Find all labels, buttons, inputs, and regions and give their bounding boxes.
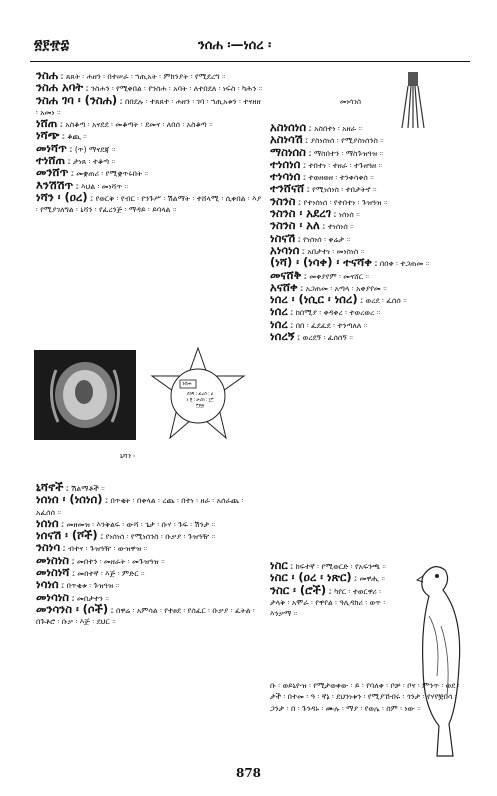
entry-definition: ፤ እህል ፡ መነሻጥ ።	[73, 181, 129, 191]
dictionary-entry	[36, 92, 264, 119]
entry-definition: ፤ መቋጠሪ ፡ የሚቋጥሩበት ።	[68, 169, 149, 179]
entry-definition: ፤ አጋጠመ ፡ አጣላ ፡ አቀያየመ ።	[297, 283, 387, 293]
entry-headword: መነስነሻ	[36, 565, 70, 580]
entry-definition: ፤ የነሰነሰ ፡ የሚነሰንስ ፡ ቡቃያ ፡ ጉዝጓዥ ።	[97, 532, 216, 542]
entry-definition: ፤ አበታተነ ፡ መነስነስ ።	[299, 246, 365, 256]
entry-headword: (ነሻ) ፡ (ነሳቀ) ፡ ተናሻቀ	[270, 255, 372, 270]
coin-caption: ኒሻን ፡	[120, 452, 135, 460]
entry-definition: ፤ በጥቂት ፡ በቀላል ፡ ረጨ ፡ በተነ ፡ ዘራ ፡ አሰራጨ ፡ አፈሰሰ ።	[36, 496, 244, 517]
entry-definition: ፤ በበደሉ ፡ ተጸጸተ ፡ ሐዘን ፡ ገባ ፡ ኀጢአቱን ፡ ተናዘዘ ፡ አመነ ።	[36, 96, 261, 117]
dictionary-entry	[36, 552, 264, 567]
dictionary-entry	[270, 230, 470, 245]
coin-medal-icon	[34, 350, 136, 440]
entry-headword: ንስነሳ	[36, 540, 61, 555]
entry-definition: ፤ ታነጸ ፡ ተቆጣ ።	[65, 157, 116, 167]
dictionary-entry	[36, 130, 264, 142]
eagle-drawing	[393, 556, 483, 764]
entry-definition: ፤ ተወዘወዘ ፡ ተንቀሳቀሰ ።	[300, 173, 374, 183]
eagle-icon	[393, 556, 483, 764]
entry-definition: ፤ መዘመዝ ፡ እንቅልፍ ፡ ውሻ ፡ ጌታ ፡ ቡሃ ፡ ጉፍ ፡ ሽንታ ።	[58, 519, 216, 529]
entry-headword: አናሸቀ	[270, 279, 298, 294]
entry-definition: ፤ ሽልማቶች ።	[63, 484, 105, 493]
entry-headword: ንስንስ ፡ አለ	[270, 218, 320, 233]
header-guide-words: ንሰሐ ፡—ነሰረ ፡	[198, 38, 272, 53]
entry-headword: ተንሸናሸ	[270, 181, 305, 196]
entry-definition: ፤ በበ ፡ ፈደፈደ ፡ ተንጣለለ ።	[287, 320, 368, 330]
entry-headword: ነሸጠ	[36, 116, 58, 131]
seal-label: ንሰሐ	[182, 381, 192, 387]
whisk-icon	[400, 72, 426, 128]
entry-definition: ፤ ብተና ፡ ጉዝጓዥ ፡ ውዝዋዝ ።	[60, 544, 148, 554]
entry-headword: ተነሳነሰ	[270, 169, 301, 184]
entry-definition: ፤ የነሰነሰ ፡ ቀሬታ ።	[295, 234, 351, 244]
entry-headword: መነስነስ	[36, 552, 70, 567]
entry-definition: ፤ በዋሬ ፡ አምሳል ፡ የተፀደ ፡ የሰፈር ፡ ቡቃያ ፡ ፈትል ፡ በጉቶሮ ፡ ቡቃ ፡ እጅ ፡ ደህር ።	[36, 605, 255, 627]
right-column-lower	[270, 560, 390, 619]
entry-definition: ፤ ጸጸት ፡ ሐዘን ፡ በተሠራ ፡ ኀጢአት ፡ ምክንያት ፡ የሚደረግ ።	[58, 72, 226, 81]
seal-text: ሰንግ ፡ ፈረስ ፡ ሀ ፤ ፬ ፡ ታሪክ ፡ ፲፫ ፫፻፳	[186, 392, 214, 409]
entry-definition: ፤ የወርቅ ፡ የብር ፡ የንጉሥ ፡ ሽልማት ፡ ተሸላሚ ፡ ሲቀበል ፡ እያ ፡ የሚያገለግል ፡ ኒሻን ፡ የፈረንጅ ፡ ማዳይ ፡ ይባላል ።	[36, 193, 262, 215]
header-rule	[30, 61, 470, 62]
entry-definition: ፤ ከበሚያ ፡ ቀዳቀረ ፡ ተወረወረ ።	[287, 308, 381, 318]
entry-headword: ነሻን ፡ (ዐረ)	[36, 189, 88, 204]
dictionary-entry	[36, 140, 264, 155]
dictionary-entry	[270, 183, 470, 195]
dictionary-entry	[270, 220, 470, 232]
entry-headword: ነስር	[270, 558, 288, 572]
entry-headword: ነሰረኝ	[270, 329, 295, 344]
dictionary-entry	[270, 306, 470, 318]
left-column-lower	[36, 482, 264, 628]
entry-headword: ተነሸጠ	[36, 153, 66, 168]
seal-drawing	[150, 346, 246, 442]
header-page-label: ፳፻፹፰	[34, 38, 70, 53]
dictionary-entry	[270, 582, 390, 620]
entry-headword: ነሰረ	[270, 304, 288, 319]
dictionary-entry	[36, 494, 264, 518]
entry-headword: ተነሰነሰ	[270, 156, 301, 171]
entry-definition: ፤ መበታተን ።	[69, 593, 109, 603]
dictionary-entry	[270, 316, 470, 331]
entry-headword: መንሳንስ ፡ (ሶች)	[36, 601, 109, 616]
entry-headword: መንሸጥ	[36, 165, 69, 180]
entry-headword: ንስሐ ገባ ፡ (ንስሐ)	[36, 92, 118, 107]
entry-definition: ፤ ካየር ፡ ተወርዋሪ ፡ ታላቅ ፡ አሞራ ፡ የዋየል ፡ ዓሊዳክሪ ፡ ወጥ ፡ እንቃማ ።	[270, 586, 386, 619]
entry-definition: ፤ አስበተነ ፡ አዘራ ።	[306, 124, 363, 133]
entry-headword: ንስንስ ፡ አደረገ	[270, 206, 331, 221]
dictionary-entry	[36, 567, 264, 579]
dictionary-entry	[36, 189, 264, 216]
entry-definition: ፤ ንስሐን ፡ የሚቀበል ፡ የንስሐ ፡ አባት ፡ ለተበደለ ፡ ነፍስ ፡ ካሕን ።	[83, 84, 263, 94]
entry-definition: ፤ የሚነሰነስ ፡ ተበታትኖ ።	[304, 185, 377, 195]
entry-definition: ፤ በበቀ ፡ ተጋጠመ ።	[371, 259, 430, 269]
coin-photo	[34, 350, 136, 440]
page-number: 878	[235, 766, 262, 780]
entry-headword: ነሻጭ	[36, 128, 60, 143]
entry-headword: ኒሻኖች	[36, 480, 64, 494]
whisk-caption: መነሳንስ	[340, 98, 361, 106]
dictionary-entry	[36, 530, 264, 542]
entry-headword: ነስር ፡ (ዐረ ፡ ነጽር)	[270, 570, 352, 585]
entry-headword: እንሽሽጥ	[36, 177, 74, 192]
entry-headword: ንስሐ	[36, 68, 59, 82]
entry-headword: ማስነሰስ	[270, 144, 306, 159]
entry-definition: ቡ ፡ ወይኒዮዝ ፡ የሚታወቀው ፡ ይ ፡ የባለቀ ፡ ቦቻ ፡ ቦና ፡ ምንጥ ፡ ወደ ፡ ታች ፡ በተመ ፡ ዓ ፡ ኛኔ ፡ ደህንነቱን ፡ የሚያኸብሩ ፡ ጎንታ ፡ የሃየቿበሳ ፡ ጋንታ ፡ በ ፡ ጉንዳኑ ፡ ሙሉ ፡ ማያ ፡ የወሌ ፡ ስም ፡ ነው ።	[270, 681, 460, 713]
entry-definition: ፤ የተነሰነሰ ፡ የተበተነ ፡ ጉዝጓዝ ።	[295, 197, 388, 207]
entry-definition: ፤ መበተኛ ፡ እጅ ፡ ምድር ።	[69, 569, 145, 579]
grass-whisk-drawing	[400, 72, 426, 128]
entry-headword: ነሰረ ፡ (ነሲር ፡ ነሰረ)	[270, 292, 358, 307]
entry-definition: ፤ ወረደ ፡ ፈሰሰ ።	[357, 296, 407, 306]
entry-headword: ነስናሽ	[270, 230, 296, 245]
entry-definition: ፤ መዋሒ ።	[351, 574, 385, 584]
entry-headword: ነሰናሽ ፡ (ሾች)	[36, 528, 98, 543]
entry-headword: አስነሰነሰ	[270, 120, 307, 134]
entry-definition: ፤ በጥቂቱ ፡ ጉዝጓዝ ።	[58, 581, 120, 591]
entry-headword: አነሳነሰ	[270, 242, 300, 257]
entry-definition: ፤ መቀያየም ፡ መናሸር ።	[301, 271, 370, 281]
dictionary-entry	[270, 331, 470, 343]
entry-definition: ፤ ቆጪ ።	[59, 132, 87, 142]
left-column	[36, 70, 264, 216]
entry-definition: ፤ ያስነሰነሰ ፡ የሚያስነሰንስ ።	[302, 136, 384, 146]
entry-headword: ንስሐ አባት	[36, 80, 84, 95]
dictionary-entry	[36, 579, 264, 591]
entry-definition: ፤ ማስበተን ፡ ማስጉዝጓዝ ።	[305, 148, 384, 158]
entry-definition: ፤ መበተን ፡ መዘራት ፡ መጉዝጓዝ ።	[69, 556, 165, 566]
entry-definition: ፤ ነሰነሰ ።	[330, 210, 360, 220]
entry-headword: መነሳነስ	[36, 589, 70, 604]
entry-definition: ፤ አስቆጣ ፡ አናደደ ፡ መቆጣት ፡ ደመና ፡ ለበሰ ፡ አስቆጣ ።	[57, 120, 213, 130]
right-column	[270, 122, 470, 343]
entry-headword: መናሸቅ	[270, 267, 302, 282]
entry-definition: ፤ ተበተነ ፡ ተዘራ ፡ ተጉዘጓዘ ።	[300, 160, 383, 170]
entry-definition: ፤ ከፍተኛ ፡ የሚወርድ ፡ የአፍንጫ ።	[287, 562, 386, 571]
dictionary-entry	[36, 601, 264, 628]
entry-headword: ንስንስ	[270, 193, 296, 208]
entry-headword: ነሳነሰ	[36, 577, 59, 592]
entry-headword: አስነሳሽ	[270, 132, 303, 147]
dictionary-entry	[36, 155, 264, 167]
entry-definition: ፤ ወረደኝ ፡ ፈሰሰኝ ።	[294, 333, 353, 343]
entry-headword: ነሰረ	[270, 316, 288, 331]
entry-definition: ፤ (ጥ) ማናደጃ ።	[66, 144, 116, 154]
dictionary-entry	[270, 294, 470, 306]
entry-headword: መነሻጥ	[36, 140, 67, 155]
dictionary-entry	[270, 267, 470, 282]
entry-headword: ንስር ፡ (ሮች)	[270, 582, 327, 597]
dictionary-entry	[36, 118, 264, 130]
entry-headword: ነሰነሰ ፡ (ነሰነሰ)	[36, 492, 103, 507]
entry-headword: ነሰነሰ	[36, 515, 59, 530]
dictionary-entry	[36, 542, 264, 554]
entry-definition: ፤ ተነሰነሰ ።	[319, 222, 354, 232]
